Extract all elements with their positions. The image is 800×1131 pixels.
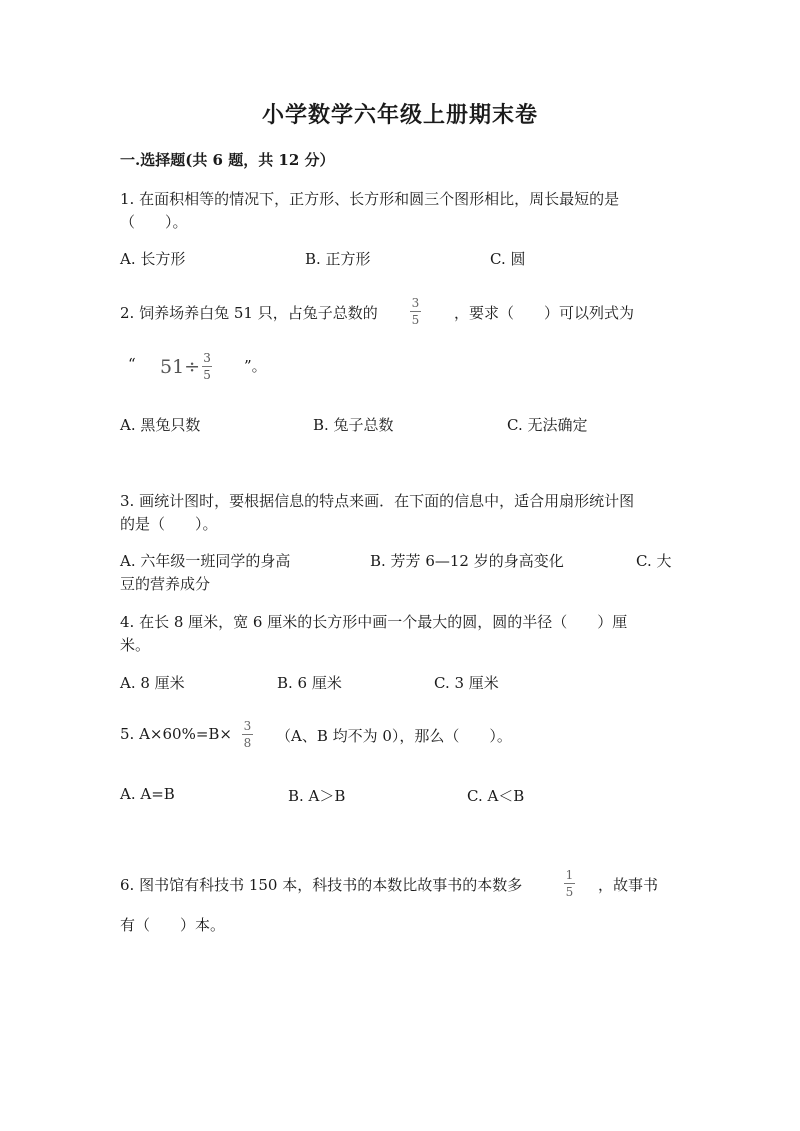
question-4-option-c: C. 3 厘米 xyxy=(434,674,499,692)
expression-integer: 51÷ xyxy=(160,355,201,378)
question-2-expression xyxy=(160,352,212,381)
fraction-denominator: 5 xyxy=(411,313,420,327)
question-2-text-pre: 2. 饲养场养白兔 51 只，占兔子总数的 xyxy=(120,304,378,322)
question-6-text-line2: 有（ ）本。 xyxy=(120,916,226,934)
question-3-text-line1: 3. 画统计图时，要根据信息的特点来画．在下面的信息中，适合用扇形统计图 xyxy=(120,492,635,510)
question-5-option-c: C. A＜B xyxy=(467,787,525,805)
question-5-text-pre: 5. A×60%=B× xyxy=(120,725,232,743)
question-2-fraction xyxy=(410,297,421,326)
question-4-text-line1: 4. 在长 8 厘米，宽 6 厘米的长方形中画一个最大的圆，圆的半径（ ）厘 xyxy=(120,613,628,631)
question-5-option-b: B. A＞B xyxy=(288,787,346,805)
question-4-option-a: A. 8 厘米 xyxy=(120,674,185,692)
fraction-bar xyxy=(410,311,421,312)
question-2-option-c: C. 无法确定 xyxy=(507,416,588,434)
question-3-option-b: B. 芳芳 6—12 岁的身高变化 xyxy=(370,552,564,570)
question-1-text-line1: 1. 在面积相等的情况下，正方形、长方形和圆三个图形相比，周长最短的是 xyxy=(120,190,620,208)
question-1-option-a: A. 长方形 xyxy=(120,250,186,268)
question-6-text-pre: 6. 图书馆有科技书 150 本，科技书的本数比故事书的本数多 xyxy=(120,876,523,894)
question-4-option-b: B. 6 厘米 xyxy=(277,674,342,692)
question-5-option-a: A. A=B xyxy=(120,785,175,803)
expression-numerator: 3 xyxy=(203,351,211,365)
page-title: 小学数学六年级上册期末卷 xyxy=(261,102,538,128)
question-5-fraction xyxy=(242,720,253,749)
question-3-option-a: A. 六年级一班同学的身高 xyxy=(120,552,291,570)
question-1-text-line2: （ ）。 xyxy=(120,213,188,231)
expression-fraction xyxy=(202,352,212,381)
question-2-text-post: ，要求（ ）可以列式为 xyxy=(454,304,635,322)
expression-fraction-bar xyxy=(202,366,212,367)
question-6-text-post: ，故事书 xyxy=(598,876,659,894)
question-2-option-b: B. 兔子总数 xyxy=(313,416,394,434)
question-4-text-line2: 米。 xyxy=(120,636,151,654)
question-3-option-c-continued: 豆的营养成分 xyxy=(120,575,211,593)
fraction-numerator: 3 xyxy=(243,719,252,733)
question-1-option-b: B. 正方形 xyxy=(305,250,371,268)
expression-denominator: 5 xyxy=(203,368,211,382)
question-2-option-a: A. 黑兔只数 xyxy=(120,416,201,434)
fraction-bar xyxy=(242,734,253,735)
question-3-option-c: C. 大 xyxy=(636,552,672,570)
fraction-denominator: 8 xyxy=(243,736,252,750)
quote-close: ”。 xyxy=(244,357,267,375)
fraction-numerator: 3 xyxy=(411,296,420,310)
fraction-numerator: 1 xyxy=(565,868,574,882)
question-5-text-post: （A、B 均不为 0），那么（ ）。 xyxy=(276,727,512,745)
question-3-text-line2: 的是（ ）。 xyxy=(120,515,218,533)
section-heading: 一.选择题(共 6 题，共 12 分） xyxy=(120,151,335,169)
question-6-fraction xyxy=(564,869,575,898)
quote-open: “ xyxy=(128,355,136,373)
question-1-option-c: C. 圆 xyxy=(490,250,526,268)
fraction-denominator: 5 xyxy=(565,885,574,899)
fraction-bar xyxy=(564,883,575,884)
